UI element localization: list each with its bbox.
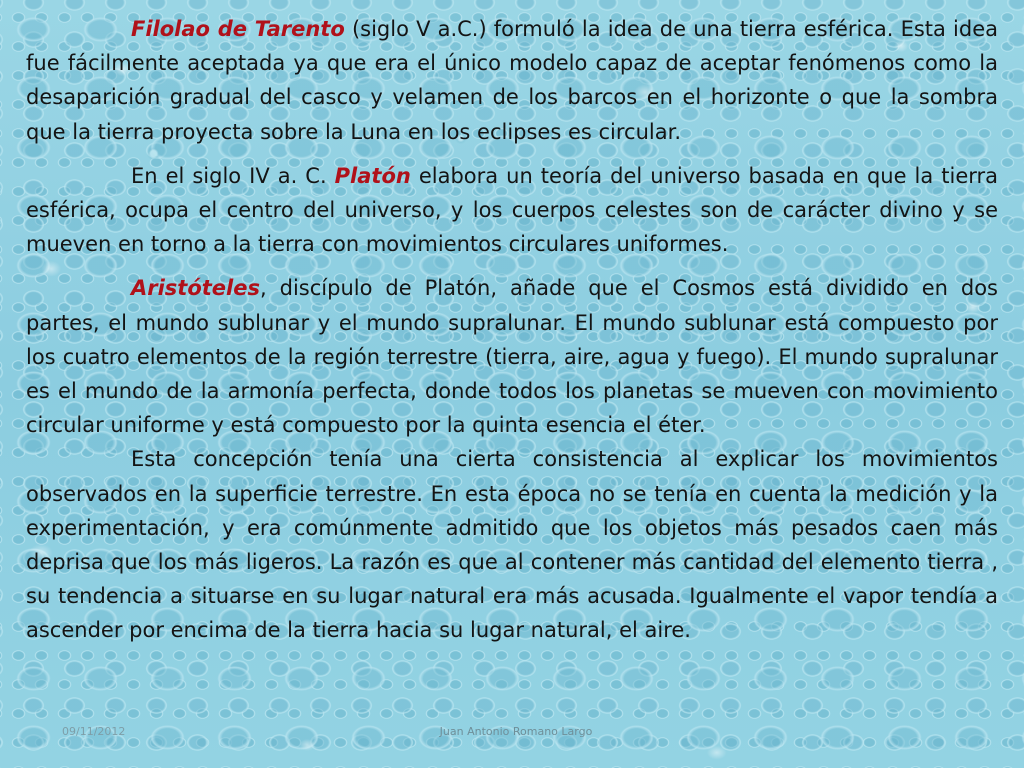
paragraph-platon xyxy=(26,159,998,262)
name-aristoteles: Aristóteles xyxy=(131,276,260,301)
paragraph-aristoteles-text: , discípulo de Platón, añade que el Cosmos está dividido en dos partes, el mundo sublunar y el mundo supralunar. El mundo sublunar está compuesto por los cuatro elementos de la región terrestre (tierra, aire, agua y fuego). El mundo supralunar es el mundo de la armonía perfecta, donde todos los planetas se mueven con movimiento circular uniforme y está compuesto por la quinta esencia el éter. xyxy=(26,276,998,438)
paragraph-aristoteles xyxy=(26,271,998,442)
name-platon: Platón xyxy=(334,163,411,188)
footer-author: Juan Antonio Romano Largo xyxy=(439,725,593,738)
paragraph-platon-lead: En el siglo IV a. C. xyxy=(131,163,335,188)
paragraph-filolao-text: (siglo V a.C.) formuló la idea de una tierra esférica. Esta idea fue fácilmente aceptada ya que era el único modelo capaz de aceptar fenómenos como la desaparición gradual del casco y velamen de los barcos en el horizonte o que la sombra que la tierra proyecta sobre la Luna en los eclipses es circular. xyxy=(26,17,998,144)
paragraph-filolao xyxy=(26,12,998,149)
name-filolao: Filolao de Tarento xyxy=(131,17,345,41)
paragraph-concepcion-text: Esta concepción tenía una cierta consistencia al explicar los movimientos observados en la superficie terrestre. En esta época no se tenía en cuenta la medición y la experimentación, y era comúnmente admitido que los objetos más pesados caen más deprisa que los más ligeros. La razón es que al contener más cantidad del elemento tierra , su tendencia a situarse en su lugar natural era más acusada. Igualmente el vapor tendía a ascender por encima de la tierra hacia su lugar natural, el aire. xyxy=(26,447,998,643)
paragraph-concepcion xyxy=(26,442,998,647)
paragraph-platon-text: elabora un teoría del universo basada en que la tierra esférica, ocupa el centro del universo, y los cuerpos celestes son de carácter divino y se mueven en torno a la tierra con movimientos circulares uniformes. xyxy=(26,163,999,257)
footer-date: 09/11/2012 xyxy=(62,725,126,738)
slide-body xyxy=(26,12,998,648)
